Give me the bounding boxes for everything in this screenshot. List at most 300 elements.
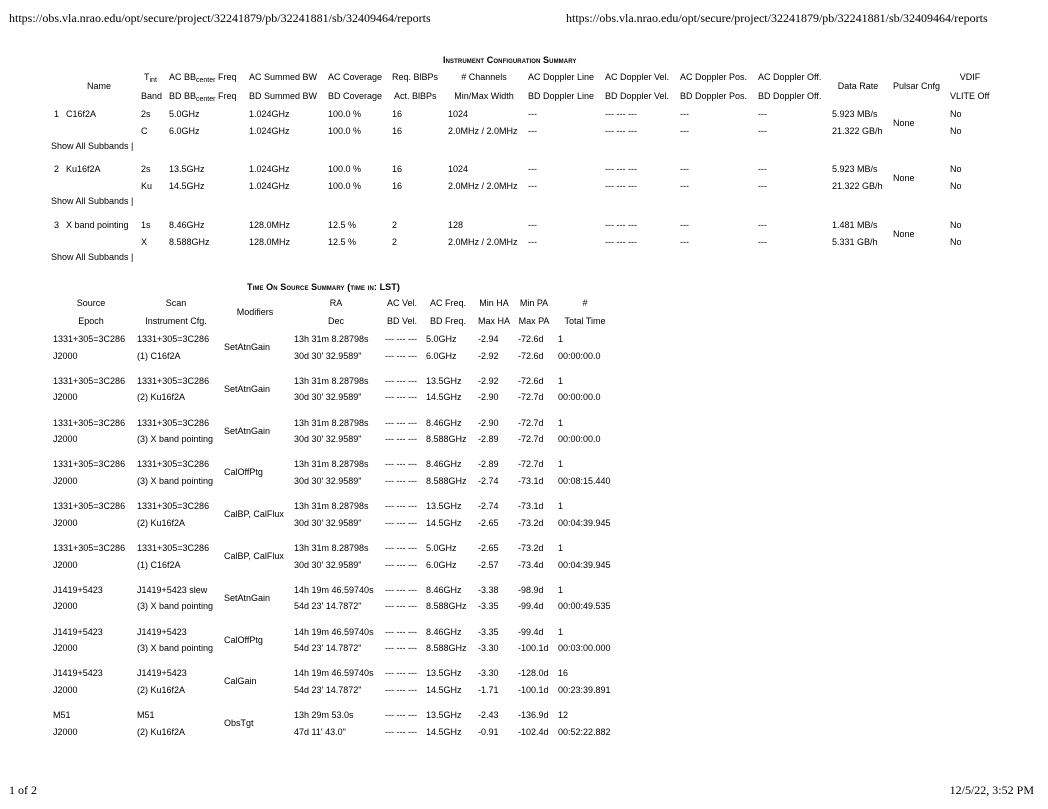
row-bd-freq: 8.588GHz xyxy=(426,643,467,654)
header-count: # xyxy=(582,298,588,308)
config-bd-coverage: 100.0 % xyxy=(328,181,362,191)
config-data-rate-mbs: 1.481 MB/s xyxy=(832,220,878,230)
config-bd-coverage: 100.0 % xyxy=(328,126,362,136)
row-min-ha: -2.65 xyxy=(478,543,499,553)
header-min-pa: Min PA xyxy=(519,298,549,308)
row-min-pa: -128.0d xyxy=(518,668,549,679)
config-bd-summed-bw: 1.024GHz xyxy=(249,126,290,136)
row-min-pa: -73.1d xyxy=(518,501,544,512)
row-scan: 1331+305=3C286 xyxy=(137,334,210,344)
row-min-ha: -2.92 xyxy=(478,375,499,386)
config-ac-coverage: 100.0 % xyxy=(328,164,362,174)
row-max-ha: -0.91 xyxy=(478,726,499,737)
row-scan: 1331+305=3C286 xyxy=(137,543,210,553)
row-ac-vel: --- --- --- xyxy=(385,710,417,721)
row-total-time: 00:04:39.945 xyxy=(558,517,611,528)
row-bd-vel: --- --- --- xyxy=(385,726,417,737)
config-channels: 1024 xyxy=(448,109,469,119)
config-band: Ku xyxy=(141,181,153,191)
config-act-blbps: 16 xyxy=(392,126,403,136)
config-bd-bb-freq: 14.5GHz xyxy=(169,181,205,191)
config-name: C16f2A xyxy=(66,109,97,119)
row-bd-vel: --- --- --- xyxy=(385,517,417,528)
row-source: J1419+5423 xyxy=(53,668,103,679)
row-epoch: J2000 xyxy=(53,517,78,528)
config-act-blbps: 2 xyxy=(392,237,398,247)
config-bd-doppler-pos: --- xyxy=(680,181,689,191)
row-min-ha: -2.43 xyxy=(478,710,499,721)
row-max-pa: -100.1d xyxy=(518,684,549,695)
row-bd-vel: --- --- --- xyxy=(385,434,417,445)
row-min-ha: -3.38 xyxy=(478,584,499,595)
show-all-subbands-link[interactable]: Show All Subbands | xyxy=(51,141,134,151)
row-ac-freq: 13.5GHz xyxy=(426,710,462,721)
row-bd-freq: 8.588GHz xyxy=(426,434,467,445)
row-dec: 54d 23' 14.7872" xyxy=(294,601,362,612)
config-band: C xyxy=(141,126,148,136)
row-max-ha: -2.65 xyxy=(478,517,499,528)
header-dec: Dec xyxy=(327,316,344,326)
config-vlite-off: No xyxy=(950,237,962,247)
row-max-ha: -2.74 xyxy=(478,475,499,486)
page-url-right: https://obs.vla.nrao.edu/opt/secure/project/32241879/pb/32241881/sb/32409464/reports xyxy=(566,11,988,25)
config-bd-doppler-off: --- xyxy=(758,181,767,191)
row-max-ha: -2.57 xyxy=(478,559,499,570)
row-min-pa: -72.6d xyxy=(518,375,544,386)
config-vlite-off: No xyxy=(950,181,962,191)
row-min-pa: -72.7d xyxy=(518,459,544,470)
row-instrument-cfg: (2) Ku16f2A xyxy=(137,517,186,528)
config-bd-doppler-off: --- xyxy=(758,126,767,136)
row-dec: 30d 30' 32.9589" xyxy=(294,517,362,528)
row-min-pa: -72.6d xyxy=(518,334,544,344)
config-pulsar-cnfg: None xyxy=(893,118,915,128)
header-ac-summed-bw: AC Summed BW xyxy=(249,72,318,82)
config-ac-doppler-vel: --- --- --- xyxy=(605,164,637,174)
page-url-left: https://obs.vla.nrao.edu/opt/secure/project/32241879/pb/32241881/sb/32409464/reports xyxy=(9,11,431,25)
config-bd-doppler-vel: --- --- --- xyxy=(605,126,637,136)
row-ra: 13h 31m 8.28798s xyxy=(294,459,369,470)
row-bd-vel: --- --- --- xyxy=(385,601,417,612)
config-ac-doppler-pos: --- xyxy=(680,109,689,119)
row-total-time: 00:23:39.891 xyxy=(558,684,611,695)
config-vlite-off: No xyxy=(950,126,962,136)
row-instrument-cfg: (3) X band pointing xyxy=(137,643,214,654)
row-source: 1331+305=3C286 xyxy=(53,375,126,386)
config-data-rate-gbh: 5.331 GB/h xyxy=(832,237,878,247)
row-instrument-cfg: (2) Ku16f2A xyxy=(137,726,186,737)
row-ra: 14h 19m 46.59740s xyxy=(294,584,374,595)
config-ac-summed-bw: 1.024GHz xyxy=(249,164,290,174)
config-req-blbps: 16 xyxy=(392,109,403,119)
row-bd-vel: --- --- --- xyxy=(385,475,417,486)
row-ac-freq: 5.0GHz xyxy=(426,543,457,553)
row-epoch: J2000 xyxy=(53,350,78,361)
row-bd-vel: --- --- --- xyxy=(385,684,417,695)
header-bd-doppler-off: BD Doppler Off. xyxy=(758,91,822,101)
row-modifiers: SetAtnGain xyxy=(224,425,271,436)
row-ra: 14h 19m 46.59740s xyxy=(294,668,374,679)
row-scan: J1419+5423 slew xyxy=(137,584,208,595)
config-ac-doppler-pos: --- xyxy=(680,220,689,230)
config-bd-doppler-line: --- xyxy=(528,181,537,191)
row-dec: 54d 23' 14.7872" xyxy=(294,643,362,654)
config-vdif: No xyxy=(950,109,962,119)
config-bd-doppler-vel: --- --- --- xyxy=(605,237,637,247)
row-ac-vel: --- --- --- xyxy=(385,459,417,470)
row-count: 12 xyxy=(558,710,569,721)
row-instrument-cfg: (1) C16f2A xyxy=(137,559,181,570)
header-min-ha: Min HA xyxy=(479,298,509,308)
row-max-pa: -72.6d xyxy=(518,350,544,361)
config-ac-doppler-line: --- xyxy=(528,220,537,230)
config-bd-bb-freq: 8.588GHz xyxy=(169,237,210,247)
row-ac-vel: --- --- --- xyxy=(385,668,417,679)
row-ac-vel: --- --- --- xyxy=(385,584,417,595)
row-total-time: 00:08:15.440 xyxy=(558,475,611,486)
row-max-ha: -3.30 xyxy=(478,643,499,654)
row-dec: 30d 30' 32.9589" xyxy=(294,392,362,403)
config-ac-coverage: 100.0 % xyxy=(328,109,362,119)
row-epoch: J2000 xyxy=(53,434,78,445)
header-modifiers: Modifiers xyxy=(236,307,274,317)
header-req-blbps: Req. BlBPs xyxy=(392,72,439,82)
row-scan: 1331+305=3C286 xyxy=(137,375,210,386)
header-ac-bb-freq: AC $BB_{center}$ Freq xyxy=(169,72,237,84)
config-bd-doppler-line: --- xyxy=(528,126,537,136)
header-max-pa: Max PA xyxy=(518,316,550,326)
config-bd-summed-bw: 1.024GHz xyxy=(249,181,290,191)
header-ac-doppler-off: AC Doppler Off. xyxy=(758,72,822,82)
row-bd-freq: 8.588GHz xyxy=(426,475,467,486)
row-ac-freq: 8.46GHz xyxy=(426,584,462,595)
header-ac-doppler-pos: AC Doppler Pos. xyxy=(680,72,748,82)
row-min-ha: -3.35 xyxy=(478,626,499,637)
row-bd-vel: --- --- --- xyxy=(385,643,417,654)
row-max-pa: -102.4d xyxy=(518,726,549,737)
row-instrument-cfg: (1) C16f2A xyxy=(137,350,181,361)
header-bd-bb-freq: BD $BB_{center}$ Freq xyxy=(169,91,237,103)
config-ac-doppler-off: --- xyxy=(758,164,767,174)
config-name: X band pointing xyxy=(66,220,129,230)
show-all-subbands-link[interactable]: Show All Subbands | xyxy=(51,196,134,206)
config-ac-coverage: 12.5 % xyxy=(328,220,357,230)
config-min-max-width: 2.0MHz / 2.0MHz xyxy=(448,181,518,191)
row-ra: 13h 31m 8.28798s xyxy=(294,375,369,386)
row-instrument-cfg: (3) X band pointing xyxy=(137,601,214,612)
row-count: 1 xyxy=(558,459,564,470)
row-count: 1 xyxy=(558,543,564,553)
config-req-blbps: 2 xyxy=(392,220,398,230)
row-total-time: 00:04:39.945 xyxy=(558,559,611,570)
row-min-ha: -2.90 xyxy=(478,417,499,428)
header-instrument-cfg: Instrument Cfg. xyxy=(145,316,207,326)
row-ac-vel: --- --- --- xyxy=(385,375,417,386)
config-tint: 2s xyxy=(141,164,151,174)
row-bd-freq: 14.5GHz xyxy=(426,517,462,528)
header-bd-vel: BD Vel. xyxy=(386,316,417,326)
row-modifiers: CalBP, CalFlux xyxy=(224,509,284,520)
config-ac-doppler-pos: --- xyxy=(680,164,689,174)
row-count: 16 xyxy=(558,668,569,679)
header-bd-doppler-vel: BD Doppler Vel. xyxy=(605,91,670,101)
header-ac-doppler-line: AC Doppler Line xyxy=(528,72,595,82)
row-modifiers: SetAtnGain xyxy=(224,383,271,394)
row-scan: 1331+305=3C286 xyxy=(137,501,210,512)
row-epoch: J2000 xyxy=(53,559,78,570)
row-modifiers: SetAtnGain xyxy=(224,592,271,603)
config-vdif: No xyxy=(950,220,962,230)
row-max-pa: -73.4d xyxy=(518,559,544,570)
row-modifiers: SetAtnGain xyxy=(224,342,271,352)
row-ra: 13h 29m 53.0s xyxy=(294,710,354,721)
header-epoch: Epoch xyxy=(78,316,104,326)
row-instrument-cfg: (2) Ku16f2A xyxy=(137,684,186,695)
row-epoch: J2000 xyxy=(53,475,78,486)
row-ac-vel: --- --- --- xyxy=(385,501,417,512)
row-ra: 14h 19m 46.59740s xyxy=(294,626,374,637)
row-count: 1 xyxy=(558,626,564,637)
row-source: 1331+305=3C286 xyxy=(53,417,126,428)
row-dec: 30d 30' 32.9589" xyxy=(294,434,362,445)
row-max-pa: -99.4d xyxy=(518,601,544,612)
config-tint: 1s xyxy=(141,220,151,230)
header-band: Band xyxy=(141,91,163,101)
config-act-blbps: 16 xyxy=(392,181,403,191)
instrument-config-title: Instrument Configuration Summary xyxy=(443,55,577,65)
config-ac-doppler-vel: --- --- --- xyxy=(605,109,637,119)
page-number: 1 of 2 xyxy=(9,783,37,797)
config-ac-bb-freq: 13.5GHz xyxy=(169,164,205,174)
config-tint: 2s xyxy=(141,109,151,119)
row-min-pa: -99.4d xyxy=(518,626,544,637)
row-max-ha: -2.89 xyxy=(478,434,499,445)
config-pulsar-cnfg: None xyxy=(893,173,915,183)
row-source: M51 xyxy=(53,710,71,721)
config-bd-summed-bw: 128.0MHz xyxy=(249,237,291,247)
header-vlite-off: VLITE Off xyxy=(950,91,990,101)
row-min-pa: -98.9d xyxy=(518,584,544,595)
row-bd-freq: 8.588GHz xyxy=(426,601,467,612)
row-modifiers: CalOffPtg xyxy=(224,467,263,478)
row-ac-freq: 8.46GHz xyxy=(426,459,462,470)
row-count: 1 xyxy=(558,334,564,344)
row-epoch: J2000 xyxy=(53,392,78,403)
config-index: 1 xyxy=(54,109,60,119)
row-source: 1331+305=3C286 xyxy=(53,543,126,553)
row-count: 1 xyxy=(558,417,564,428)
row-source: J1419+5423 xyxy=(53,626,103,637)
row-source: 1331+305=3C286 xyxy=(53,459,126,470)
header-ac-coverage: AC Coverage xyxy=(328,72,383,82)
config-band: X xyxy=(141,237,148,247)
row-ac-freq: 13.5GHz xyxy=(426,375,462,386)
header-ac-vel: AC Vel. xyxy=(386,298,417,308)
config-ac-doppler-line: --- xyxy=(528,109,537,119)
config-bd-doppler-line: --- xyxy=(528,237,537,247)
row-instrument-cfg: (3) X band pointing xyxy=(137,434,214,445)
row-total-time: 00:00:49.535 xyxy=(558,601,611,612)
row-ac-vel: --- --- --- xyxy=(385,417,417,428)
header-pulsar-cnfg: Pulsar Cnfg xyxy=(893,81,941,91)
row-scan: 1331+305=3C286 xyxy=(137,417,210,428)
config-vdif: No xyxy=(950,164,962,174)
header-ac-freq: AC Freq. xyxy=(429,298,466,308)
row-max-pa: -72.7d xyxy=(518,392,544,403)
config-data-rate-mbs: 5.923 MB/s xyxy=(832,164,878,174)
header-bd-doppler-line: BD Doppler Line xyxy=(528,91,595,101)
row-ra: 13h 31m 8.28798s xyxy=(294,501,369,512)
row-total-time: 00:03:00.000 xyxy=(558,643,611,654)
config-ac-summed-bw: 128.0MHz xyxy=(249,220,291,230)
config-bd-coverage: 12.5 % xyxy=(328,237,357,247)
row-bd-freq: 14.5GHz xyxy=(426,392,462,403)
row-dec: 30d 30' 32.9589" xyxy=(294,559,362,570)
row-total-time: 00:52:22.882 xyxy=(558,726,611,737)
row-bd-freq: 6.0GHz xyxy=(426,350,457,361)
time-on-source-title: Time On Source Summary (time in: LST) xyxy=(247,282,400,292)
header-max-ha: Max HA xyxy=(477,316,510,326)
row-dec: 54d 23' 14.7872" xyxy=(294,684,362,695)
config-ac-doppler-off: --- xyxy=(758,109,767,119)
row-bd-vel: --- --- --- xyxy=(385,392,417,403)
row-source: 1331+305=3C286 xyxy=(53,334,126,344)
row-ra: 13h 31m 8.28798s xyxy=(294,334,369,344)
row-ra: 13h 31m 8.28798s xyxy=(294,417,369,428)
row-min-pa: -72.7d xyxy=(518,417,544,428)
row-max-ha: -2.92 xyxy=(478,350,499,361)
row-min-ha: -2.74 xyxy=(478,501,499,512)
config-min-max-width: 2.0MHz / 2.0MHz xyxy=(448,237,518,247)
row-epoch: J2000 xyxy=(53,643,78,654)
config-data-rate-gbh: 21.322 GB/h xyxy=(832,126,883,136)
row-ac-freq: 13.5GHz xyxy=(426,501,462,512)
config-bd-doppler-off: --- xyxy=(758,237,767,247)
row-total-time: 00:00:00.0 xyxy=(558,434,601,445)
row-epoch: J2000 xyxy=(53,726,78,737)
config-ac-summed-bw: 1.024GHz xyxy=(249,109,290,119)
header-total-time: Total Time xyxy=(564,316,606,326)
header-name: Name xyxy=(86,81,111,91)
row-bd-vel: --- --- --- xyxy=(385,559,417,570)
header-scan: Scan xyxy=(165,298,187,308)
row-modifiers: CalGain xyxy=(224,676,257,687)
config-ac-bb-freq: 8.46GHz xyxy=(169,220,205,230)
row-max-ha: -1.71 xyxy=(478,684,499,695)
row-modifiers: CalBP, CalFlux xyxy=(224,551,284,561)
config-pulsar-cnfg: None xyxy=(893,229,915,239)
row-ac-freq: 5.0GHz xyxy=(426,334,457,344)
row-bd-freq: 14.5GHz xyxy=(426,684,462,695)
header-bd-coverage: BD Coverage xyxy=(328,91,383,101)
row-min-ha: -3.30 xyxy=(478,668,499,679)
config-bd-doppler-vel: --- --- --- xyxy=(605,181,637,191)
header-vdif: VDIF xyxy=(959,72,981,82)
config-index: 3 xyxy=(54,220,60,230)
row-count: 1 xyxy=(558,584,564,595)
config-ac-bb-freq: 5.0GHz xyxy=(169,109,200,119)
show-all-subbands-link[interactable]: Show All Subbands | xyxy=(51,252,134,262)
header-min-max-width: Min/Max Width xyxy=(454,91,514,101)
row-ra: 13h 31m 8.28798s xyxy=(294,543,369,553)
row-epoch: J2000 xyxy=(53,684,78,695)
config-data-rate-mbs: 5.923 MB/s xyxy=(832,109,878,119)
row-ac-vel: --- --- --- xyxy=(385,543,417,553)
row-ac-freq: 13.5GHz xyxy=(426,668,462,679)
config-ac-doppler-line: --- xyxy=(528,164,537,174)
row-min-ha: -2.94 xyxy=(478,334,499,344)
config-ac-doppler-off: --- xyxy=(758,220,767,230)
row-modifiers: CalOffPtg xyxy=(224,634,263,645)
header-bd-summed-bw: BD Summed BW xyxy=(249,91,318,101)
row-count: 1 xyxy=(558,375,564,386)
row-max-ha: -3.35 xyxy=(478,601,499,612)
config-channels: 1024 xyxy=(448,164,469,174)
header-bd-freq: BD Freq. xyxy=(429,316,466,326)
row-dec: 30d 30' 32.9589" xyxy=(294,350,362,361)
row-scan: 1331+305=3C286 xyxy=(137,459,210,470)
row-source: 1331+305=3C286 xyxy=(53,501,126,512)
row-max-pa: -72.7d xyxy=(518,434,544,445)
row-modifiers: ObsTgt xyxy=(224,718,254,729)
row-max-pa: -73.2d xyxy=(518,517,544,528)
config-bd-doppler-pos: --- xyxy=(680,237,689,247)
header-act-blbps: Act. BlBPs xyxy=(394,91,437,101)
config-bd-doppler-pos: --- xyxy=(680,126,689,136)
row-max-pa: -73.1d xyxy=(518,475,544,486)
row-max-ha: -2.90 xyxy=(478,392,499,403)
row-ac-freq: 8.46GHz xyxy=(426,626,462,637)
row-scan: J1419+5423 xyxy=(137,626,187,637)
config-req-blbps: 16 xyxy=(392,164,403,174)
row-bd-vel: --- --- --- xyxy=(385,350,417,361)
header-bd-doppler-pos: BD Doppler Pos. xyxy=(680,91,748,101)
row-total-time: 00:00:00.0 xyxy=(558,350,601,361)
config-min-max-width: 2.0MHz / 2.0MHz xyxy=(448,126,518,136)
row-bd-freq: 6.0GHz xyxy=(426,559,457,570)
row-count: 1 xyxy=(558,501,564,512)
row-min-pa: -136.9d xyxy=(518,710,549,721)
header-source: Source xyxy=(76,298,106,308)
row-bd-freq: 14.5GHz xyxy=(426,726,462,737)
header-data-rate: Data Rate xyxy=(837,81,879,91)
row-ac-vel: --- --- --- xyxy=(385,626,417,637)
config-index: 2 xyxy=(54,164,60,174)
row-min-ha: -2.89 xyxy=(478,459,499,470)
config-data-rate-gbh: 21.322 GB/h xyxy=(832,181,883,191)
row-min-pa: -73.2d xyxy=(518,543,544,553)
config-channels: 128 xyxy=(448,220,464,230)
row-instrument-cfg: (2) Ku16f2A xyxy=(137,392,186,403)
header-tint: $T_{int}$ xyxy=(144,72,157,84)
config-ac-doppler-vel: --- --- --- xyxy=(605,220,637,230)
row-scan: J1419+5423 xyxy=(137,668,187,679)
header-ra: RA xyxy=(329,298,343,308)
row-total-time: 00:00:00.0 xyxy=(558,392,601,403)
row-source: J1419+5423 xyxy=(53,584,103,595)
row-dec: 30d 30' 32.9589" xyxy=(294,475,362,486)
row-max-pa: -100.1d xyxy=(518,643,549,654)
config-bd-bb-freq: 6.0GHz xyxy=(169,126,200,136)
row-ac-freq: 8.46GHz xyxy=(426,417,462,428)
row-dec: 47d 11' 43.0" xyxy=(294,726,346,737)
header-ac-doppler-vel: AC Doppler Vel. xyxy=(605,72,670,82)
print-datetime: 12/5/22, 3:52 PM xyxy=(949,783,1034,797)
row-scan: M51 xyxy=(137,710,155,721)
row-ac-vel: --- --- --- xyxy=(385,334,417,344)
row-epoch: J2000 xyxy=(53,601,78,612)
header-channels: # Channels xyxy=(461,72,507,82)
